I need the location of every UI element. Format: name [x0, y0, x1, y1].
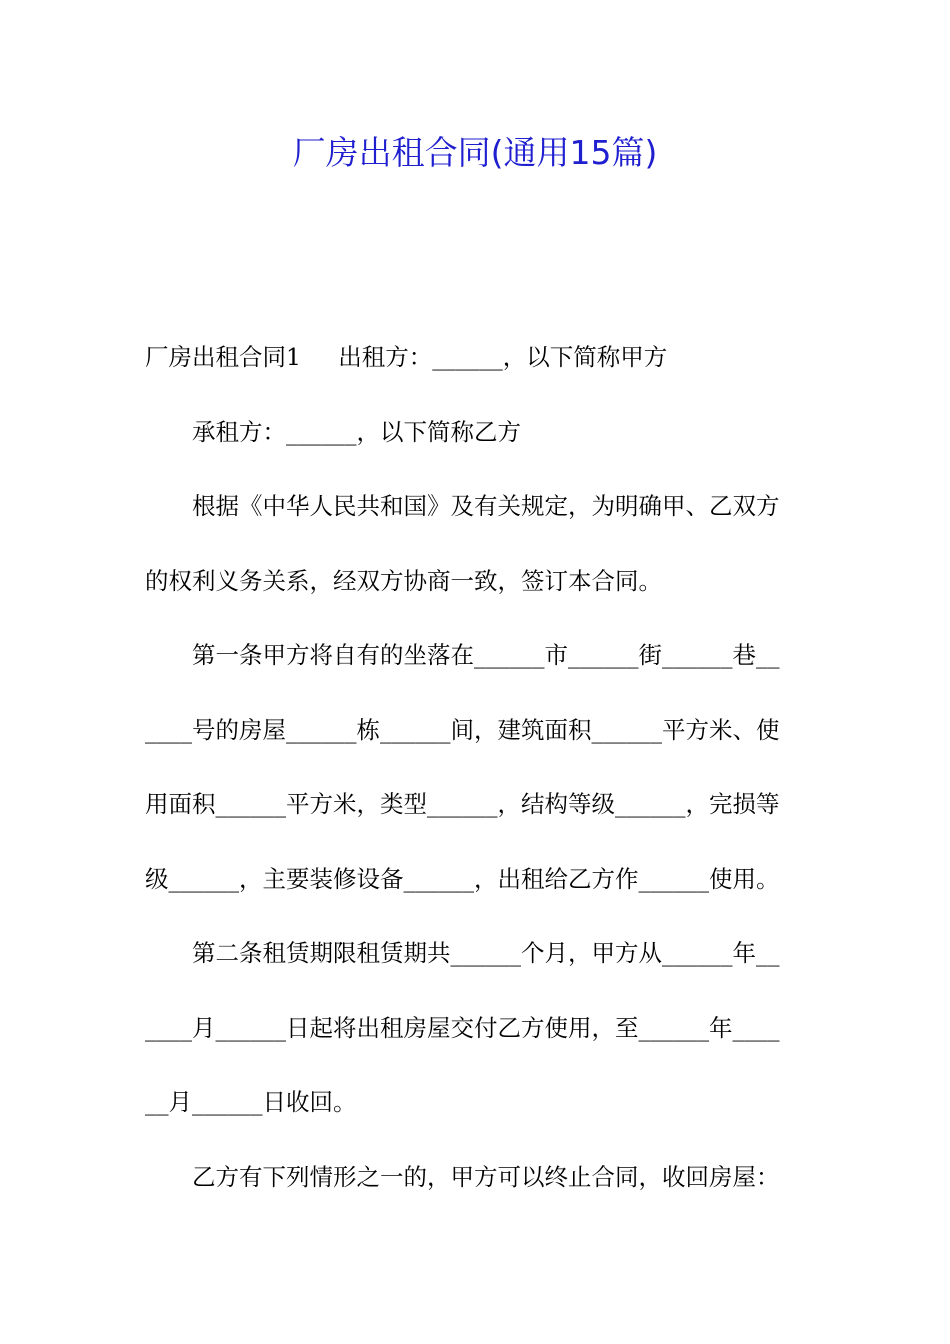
paragraph-line-lessee: 承租方：______，以下简称乙方	[192, 417, 521, 446]
document-title: 厂房出租合同(通用15篇)	[292, 133, 658, 172]
paragraph-line-heading: 厂房出租合同1 出租方：______，以下简称甲方	[145, 343, 668, 371]
paragraph-line-preamble-cont: 的权利义务关系，经双方协商一致，签订本合同。	[145, 566, 662, 595]
paragraph-line-preamble: 根据《中华人民共和国》及有关规定，为明确甲、乙双方	[192, 492, 780, 520]
paragraph-line-article-2-cont: __月______日收回。	[145, 1088, 357, 1116]
paragraph-line-article-1-cont: 级______，主要装修设备______，出租给乙方作______使用。	[145, 864, 780, 893]
paragraph-line-article-2-cont: ____月______日起将出租房屋交付乙方使用，至______年____	[145, 1013, 780, 1042]
paragraph-line-article-1-cont: ____号的房屋______栋______间，建筑面积______平方米、使	[145, 715, 780, 744]
paragraph-line-article-1: 第一条甲方将自有的坐落在______市______街______巷__	[192, 641, 780, 669]
paragraph-line-article-2: 第二条租赁期限租赁期共______个月，甲方从______年__	[192, 939, 780, 967]
paragraph-line-termination: 乙方有下列情形之一的，甲方可以终止合同，收回房屋：	[192, 1162, 780, 1191]
document-body	[145, 320, 807, 1214]
paragraph-line-article-1-cont: 用面积______平方米，类型______，结构等级______，完损等	[145, 790, 780, 818]
